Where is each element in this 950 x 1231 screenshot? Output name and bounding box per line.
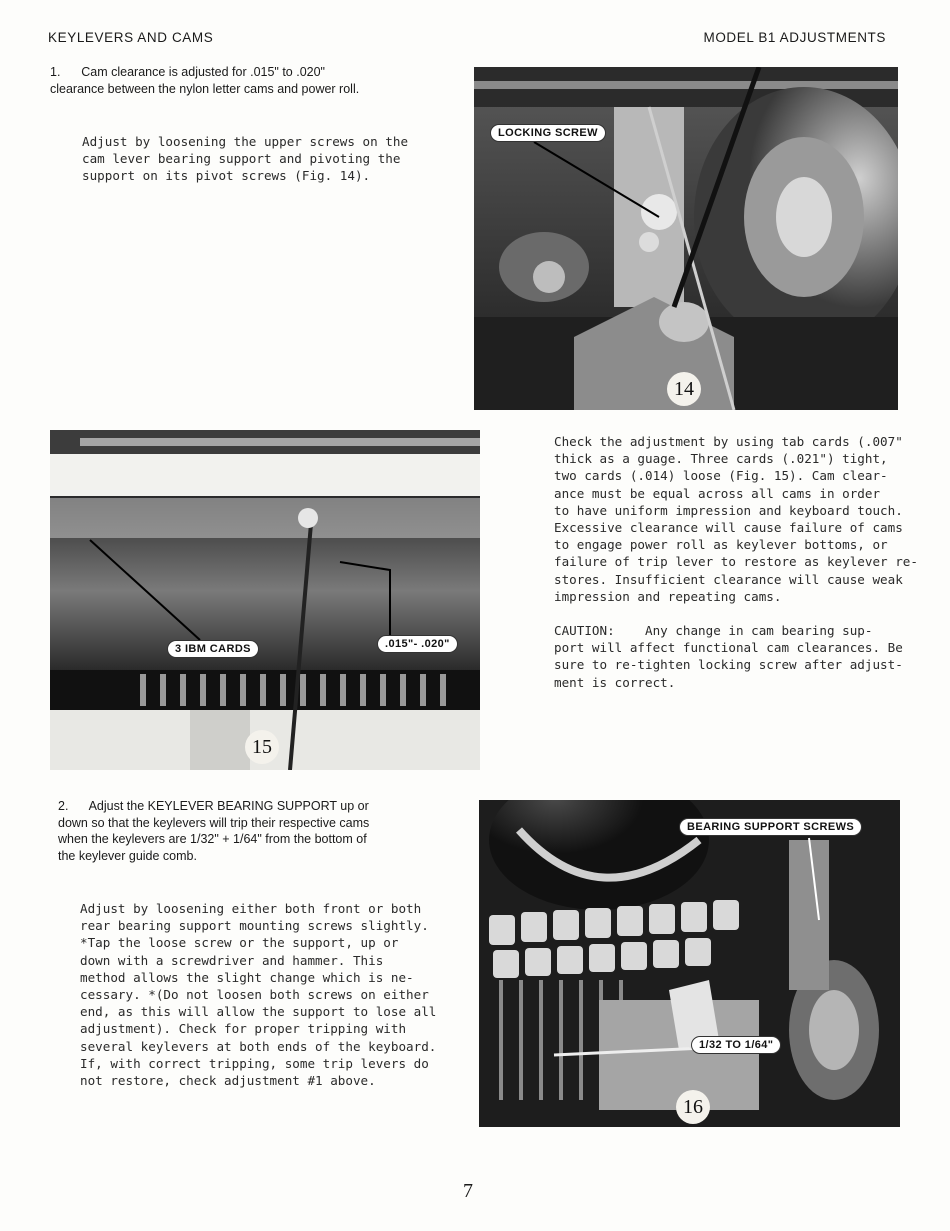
text-line: when the keylevers are 1/32" + 1/64" from the bottom of	[58, 832, 367, 846]
text-line: cessary. *(Do not loosen both screws on either	[80, 987, 429, 1003]
page-number: 7	[463, 1180, 473, 1202]
text-line: end, as this will allow the support to lose all	[80, 1004, 437, 1020]
figure-16-photo	[479, 800, 900, 1127]
text-line: stores. Insufficient clearance will cause weak	[554, 571, 903, 587]
text-line: to have uniform impression and keyboard touch.	[554, 502, 903, 518]
text-line: failure of trip lever to restore as keylever re-	[554, 554, 918, 570]
locking-screw-callout: LOCKING SCREW	[490, 124, 606, 142]
text-line: thick as a guage. Three cards (.021") tight,	[554, 451, 888, 467]
figure-15-photo	[50, 430, 480, 770]
keylever-gap-callout: 1/32 TO 1/64"	[691, 1036, 781, 1054]
step-2-text	[58, 798, 458, 864]
text-line: 2. Adjust the KEYLEVER BEARING SUPPORT up or	[58, 799, 369, 813]
text-line: Adjust by loosening the upper screws on the	[82, 134, 409, 149]
header-model-title: MODEL B1 ADJUSTMENTS	[703, 30, 886, 45]
step-1-text	[50, 64, 460, 97]
figure-15-number: 15	[245, 730, 279, 764]
text-line: rear bearing support mounting screws slightly.	[80, 918, 429, 934]
text-line: port will affect functional cam clearances. Be	[554, 640, 903, 656]
caution-text	[554, 622, 924, 691]
text-line: down with a screwdriver and hammer. This	[80, 952, 384, 968]
text-line: Excessive clearance will cause failure of cams	[554, 520, 903, 536]
text-line: ment is correct.	[554, 674, 676, 690]
header-section-title: KEYLEVERS AND CAMS	[48, 30, 214, 45]
text-line: down so that the keylevers will trip their respective cams	[58, 815, 370, 830]
text-line: adjustment). Check for proper tripping with	[80, 1021, 407, 1037]
text-line: method allows the slight change which is ne-	[80, 969, 414, 985]
figure-14-photo	[474, 67, 898, 410]
text-line: sure to re-tighten locking screw after adjust-	[554, 657, 903, 673]
text-line: several keylevers at both ends of the keyboard.	[80, 1038, 437, 1054]
text-line: two cards (.014) loose (Fig. 15). Cam clear-	[554, 468, 888, 484]
ibm-cards-callout: 3 IBM CARDS	[167, 640, 259, 658]
text-line: Adjust by loosening either both front or both	[80, 901, 422, 916]
clearance-callout: .015"- .020"	[377, 635, 458, 653]
text-line: cam lever bearing support and pivoting the	[82, 151, 401, 167]
text-line: support on its pivot screws (Fig. 14).	[82, 168, 371, 184]
text-line: not restore, check adjustment #1 above.	[80, 1073, 376, 1089]
figure-16-number: 16	[676, 1090, 710, 1124]
bearing-support-screws-callout: BEARING SUPPORT SCREWS	[679, 818, 862, 836]
text-line: ance must be equal across all cams in order	[554, 485, 881, 501]
text-line: clearance between the nylon letter cams and power roll.	[50, 81, 360, 96]
adjust-2-text	[80, 900, 460, 1089]
text-line: Check the adjustment by using tab cards (.007"	[554, 434, 903, 449]
text-line: 1. Cam clearance is adjusted for .015" to .020"	[50, 65, 325, 79]
text-line: CAUTION: Any change in cam bearing sup-	[554, 623, 873, 638]
figure-14-number: 14	[667, 372, 701, 406]
text-line: to engage power roll as keylever bottoms, or	[554, 537, 888, 553]
adjust-1-text	[82, 133, 462, 185]
check-adjustment-text	[554, 433, 924, 605]
text-line: the keylever guide comb.	[58, 848, 197, 863]
text-line: *Tap the loose screw or the support, up or	[80, 935, 399, 951]
text-line: If, with correct tripping, some trip levers do	[80, 1055, 429, 1071]
text-line: impression and repeating cams.	[554, 588, 782, 604]
